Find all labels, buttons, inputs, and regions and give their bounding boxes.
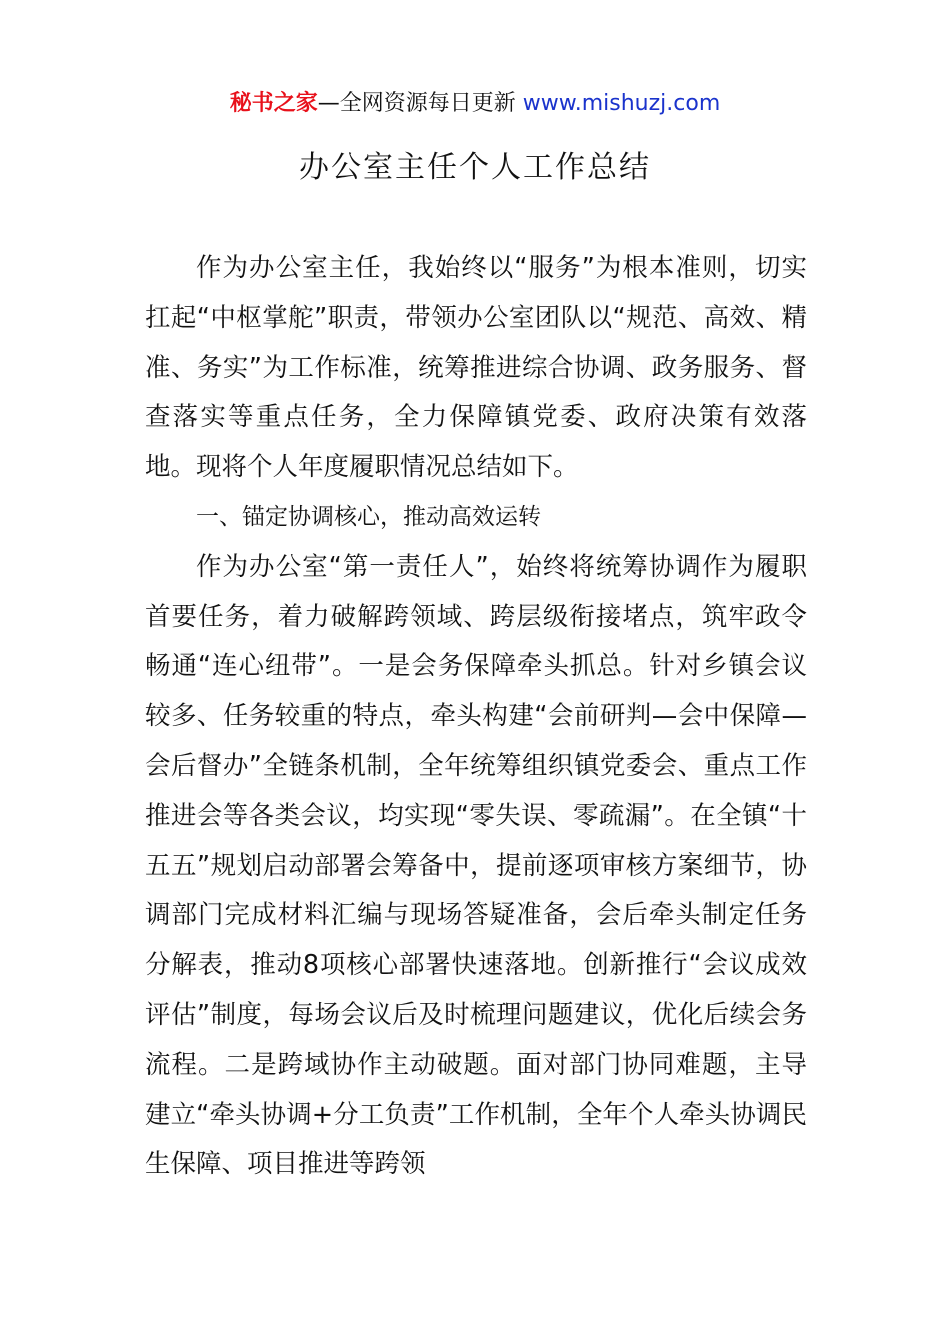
document-title: 办公室主任个人工作总结 (299, 150, 651, 185)
site-brand: 秘书之家 (229, 91, 318, 116)
site-header (0, 88, 950, 120)
site-tagline: —全网资源每日更新 (317, 91, 523, 116)
site-url-link[interactable]: www.mishuzj.com (522, 91, 721, 116)
section-paragraph: 作为办公室“第一责任人”，始终将统筹协调作为履职首要任务，着力破解跨领域、跨层级衔接堵点，筑牢政令畅通“连心纽带”。一是会务保障牵头抓总。针对乡镇会议较多、任务较重的特点，牵头构建“会前研判—会中保障—会后督办”全链条机制，全年统筹组织镇党委会、重点工作推进会等各类会议，均实现“零失误、零疏漏”。在全镇“十五五”规划启动部署会筹备中，提前逐项审核方案细节，协调部门完成材料汇编与现场答疑准备，会后牵头制定任务分解表，推动8项核心部署快速落地。创新推行“会议成效评估”制度，每场会议后及时梳理问题建议，优化后续会务流程。二是跨域协作主动破题。面对部门协同难题，主导建立“牵头协调+分工负责”工作机制，全年个人牵头协调民生保障、项目推进等跨领 (145, 551, 807, 1180)
intro-paragraph: 作为办公室主任，我始终以“服务”为根本准则，切实扛起“中枢掌舵”职责，带领办公室团队以“规范、高效、精准、务实”为工作标准，统筹推进综合协调、政务服务、督查落实等重点任务，全力保障镇党委、政府决策有效落地。现将个人年度履职情况总结如下。 (145, 253, 807, 483)
document-body (145, 244, 807, 1190)
section-heading: 一、锚定协调核心，推动高效运转 (196, 503, 541, 530)
